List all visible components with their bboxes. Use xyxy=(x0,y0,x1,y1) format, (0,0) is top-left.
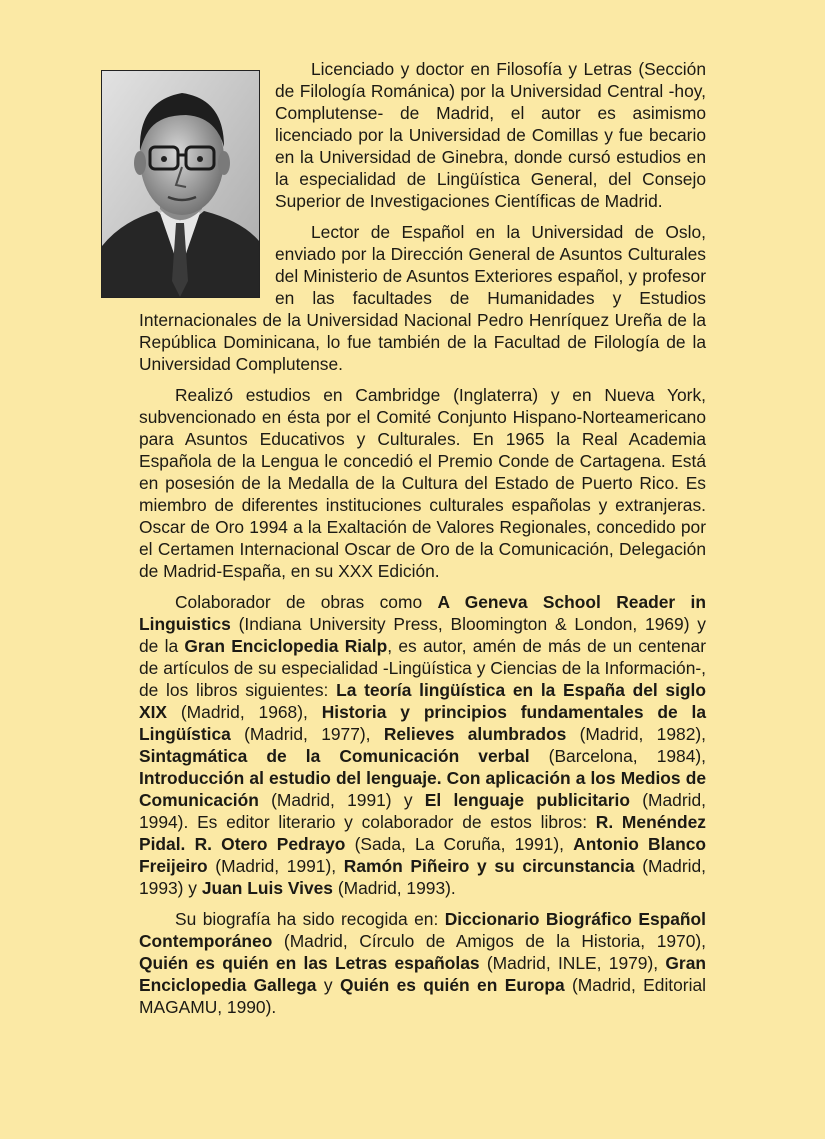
text-run: (Madrid, 1982), xyxy=(566,724,706,744)
book-title: Antonio Blanco Freijeiro xyxy=(139,834,706,876)
portrait-spacer xyxy=(139,58,275,296)
book-title: Relieves alumbrados xyxy=(383,724,567,744)
book-title: Gran Enciclopedia Rialp xyxy=(184,636,388,656)
book-title: Juan Luis Vives xyxy=(201,878,333,898)
book-title: El lenguaje publicitario xyxy=(424,790,630,810)
text-run: , es autor, amén de más de un centenar de artículos de su especialidad -Lingüística y Ciencias de la Información-, de los libros siguientes: xyxy=(139,636,706,700)
text-run: (Madrid, 1991) y xyxy=(258,790,425,810)
text-run: (Madrid, 1968), xyxy=(167,702,322,722)
text-run: (Sada, La Coruña, 1991), xyxy=(345,834,574,854)
text-run: Licenciado y doctor en Filosofía y Letras (Sección de Filología Románica) por la Universidad Central -hoy, Complutense- de Madrid, el autor es asimismo licenciado por la Universidad de Comillas y fue becario en la Universidad de Ginebra, donde cursó estudios en la especialidad de Lingüística General, del Consejo Superior de Investigaciones Científicas de Madrid. xyxy=(275,59,706,211)
book-title: Gran Enciclopedia Gallega xyxy=(139,953,706,995)
book-title: Ramón Piñeiro y su circunstancia xyxy=(343,856,635,876)
text-run: Realizó estudios en Cambridge (Inglaterra) y en Nueva York, subvencionado en ésta por el Comité Conjunto Hispano-Norteamericano para Asuntos Educativos y Culturales. En 1965 la Real Academia Española de la Lengua le concedió el Premio Conde de Cartagena. Está en posesión de la Medalla de la Cultura del Estado de Puerto Rico. Es miembro de diferentes instituciones culturales españolas y extranjeras. Oscar de Oro 1994 a la Exaltación de Valores Regionales, concedido por el Certamen Internacional Oscar de Oro de la Comunicación, Delegación de Madrid-España, en su XXX Edición. xyxy=(139,385,706,581)
book-title: R. Menéndez Pidal. R. Otero Pedrayo xyxy=(139,812,706,854)
book-title: Diccionario Biográfico Español Contemporáneo xyxy=(139,909,706,951)
text-run: (Madrid, 1994). Es editor literario y colaborador de estos libros: xyxy=(139,790,706,832)
book-title: Quién es quién en Europa xyxy=(339,975,565,995)
book-title: Historia y principios fundamentales de la Lingüística xyxy=(139,702,706,744)
text-run: Su biografía ha sido recogida en: xyxy=(175,909,445,929)
text-run: (Madrid, INLE, 1979), xyxy=(479,953,666,973)
biography-paragraph xyxy=(139,591,706,899)
text-run: (Madrid, 1993). xyxy=(332,878,456,898)
text-run: (Barcelona, 1984), xyxy=(529,746,707,766)
biography-text xyxy=(139,58,706,1018)
text-run: (Madrid, Editorial MAGAMU, 1990). xyxy=(139,975,706,1017)
book-title: A Geneva School Reader in Linguistics xyxy=(139,592,706,634)
book-title: La teoría lingüística en la España del siglo XIX xyxy=(139,680,706,722)
text-run: y xyxy=(316,975,340,995)
text-run: (Indiana University Press, Bloomington & London, 1969) y de la xyxy=(139,614,706,656)
text-run: (Madrid, Círculo de Amigos de la Historia, 1970), xyxy=(272,931,706,951)
biography-paragraph xyxy=(139,384,706,582)
text-run: Lector de Español en la Universidad de Oslo, enviado por la Dirección General de Asuntos Culturales del Ministerio de Asuntos Exteriores español, y profesor en las facultades de Humanidades y Estudios Internacionales de la Universidad Nacional Pedro Henríquez Ureña de la República Dominicana, lo fue también de la Facultad de Filología de la Universidad Complutense. xyxy=(139,222,706,374)
book-title: Quién es quién en las Letras españolas xyxy=(139,953,480,973)
biography-paragraph xyxy=(139,908,706,1018)
book-title: Sintagmática de la Comunicación verbal xyxy=(139,746,530,766)
text-run: (Madrid, 1991), xyxy=(207,856,344,876)
text-run: Colaborador de obras como xyxy=(175,592,438,612)
book-title: Introducción al estudio del lenguaje. Con aplicación a los Medios de Comunicación xyxy=(139,768,706,810)
text-run: (Madrid, 1977), xyxy=(230,724,384,744)
text-run: (Madrid, 1993) y xyxy=(139,856,706,898)
